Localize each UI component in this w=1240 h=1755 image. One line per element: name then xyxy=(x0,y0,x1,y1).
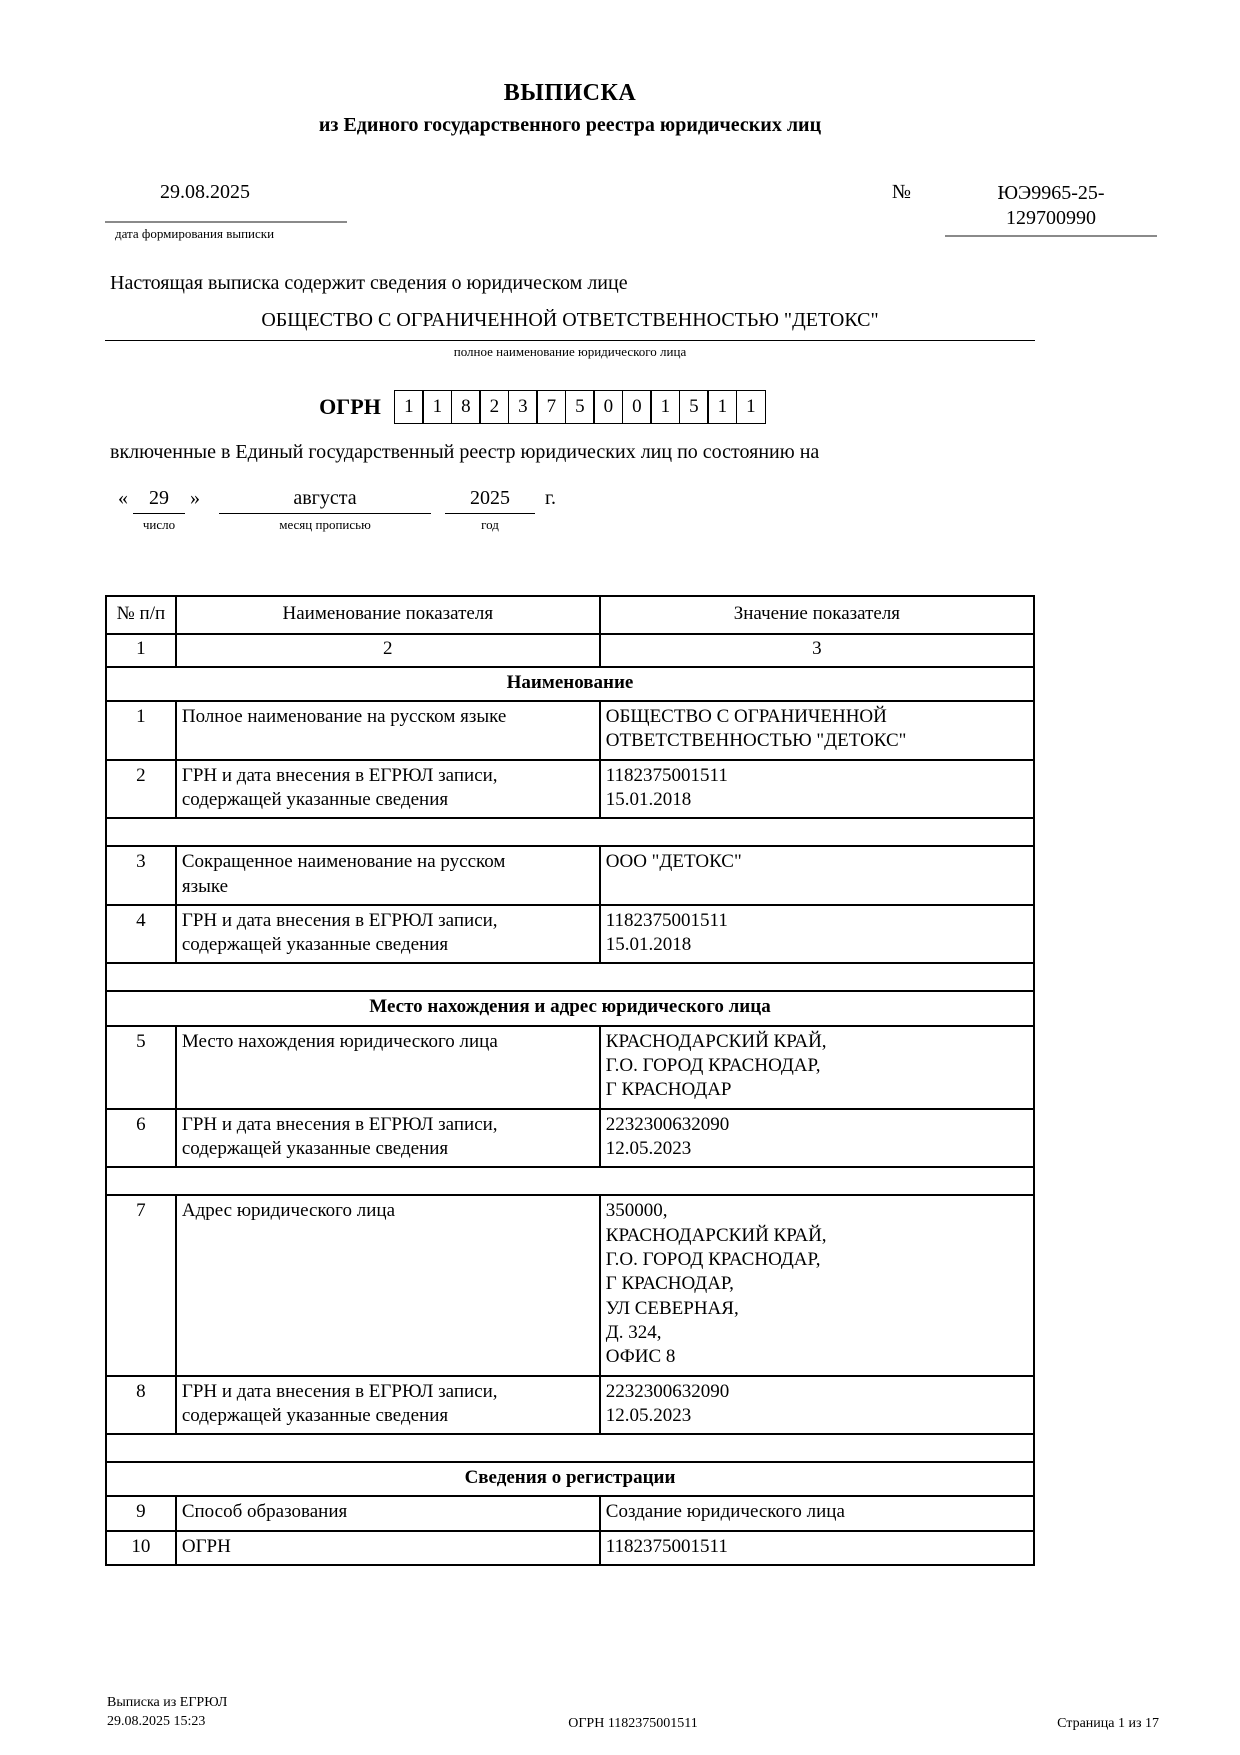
company-name-caption: полное наименование юридического лица xyxy=(453,344,687,359)
table-row xyxy=(106,1109,1034,1168)
spacer-cell xyxy=(106,1167,1034,1195)
page-footer xyxy=(107,1694,1159,1732)
ogrn-digit-box: 1 xyxy=(736,390,766,424)
month-caption: месяц прописью xyxy=(279,517,371,532)
column-number-3: 3 xyxy=(600,634,1034,666)
header-cell-indicator: Наименование показателя xyxy=(176,596,600,634)
extract-number-block xyxy=(892,181,1157,237)
row-number-cell: 3 xyxy=(106,846,176,905)
meta-row xyxy=(105,181,1157,242)
as-of-year: 2025 xyxy=(445,487,535,514)
ogrn-digit-box: 1 xyxy=(394,390,424,424)
footer-page-number: Страница 1 из 17 xyxy=(1057,1715,1159,1731)
indicator-name-cell: ГРН и дата внесения в ЕГРЮЛ записи, содержащей указанные сведения xyxy=(176,1109,600,1168)
table-row xyxy=(106,701,1034,760)
indicator-value-cell: КРАСНОДАРСКИЙ КРАЙ, Г.О. ГОРОД КРАСНОДАР, Г КРАСНОДАР xyxy=(600,1026,1034,1109)
table-row xyxy=(106,1026,1034,1109)
spacer-row xyxy=(106,1167,1034,1195)
indicator-name-cell: Полное наименование на русском языке xyxy=(176,701,600,760)
day-caption: число xyxy=(142,517,176,532)
formation-date: 29.08.2025 xyxy=(160,181,250,203)
row-number-cell: 4 xyxy=(106,905,176,964)
row-number-cell: 9 xyxy=(106,1496,176,1530)
year-caption: год xyxy=(481,517,499,532)
row-number-cell: 5 xyxy=(106,1026,176,1109)
quote-open: « xyxy=(118,487,128,509)
company-block xyxy=(105,309,1035,360)
ogrn-digit-box: 1 xyxy=(650,390,680,424)
ogrn-digit-box: 5 xyxy=(565,390,595,424)
ogrn-digit-box: 7 xyxy=(536,390,566,424)
indicator-value-cell: 350000, КРАСНОДАРСКИЙ КРАЙ, Г.О. ГОРОД КРАСНОДАР, Г КРАСНОДАР, УЛ СЕВЕРНАЯ, Д. 324, ОФИС 8 xyxy=(600,1195,1034,1375)
page-title: ВЫПИСКА xyxy=(503,80,637,106)
row-number-cell: 8 xyxy=(106,1376,176,1435)
footer-doc-type: Выписка из ЕГРЮЛ xyxy=(107,1695,228,1710)
ogrn-digit-box: 3 xyxy=(508,390,538,424)
ogrn-digit-box: 0 xyxy=(622,390,652,424)
spacer-cell xyxy=(106,818,1034,846)
extract-number-line1: ЮЭ9965-25- xyxy=(997,182,1105,204)
table-row xyxy=(106,1496,1034,1530)
ogrn-digit-box: 1 xyxy=(707,390,737,424)
indicator-name-cell: ГРН и дата внесения в ЕГРЮЛ записи, содержащей указанные сведения xyxy=(176,1376,600,1435)
indicator-value-cell: 1182375001511 15.01.2018 xyxy=(600,905,1034,964)
indicator-value-cell: 1182375001511 xyxy=(600,1531,1034,1565)
spacer-row xyxy=(106,963,1034,991)
page-subtitle: из Единого государственного реестра юридических лиц xyxy=(318,114,822,136)
spacer-row xyxy=(106,1434,1034,1462)
quote-close: » xyxy=(190,487,200,509)
ogrn-digit-boxes xyxy=(394,390,766,424)
ogrn-digit-box: 0 xyxy=(593,390,623,424)
spacer-row xyxy=(106,818,1034,846)
header-cell-num: № п/п xyxy=(106,596,176,634)
indicator-name-cell: Адрес юридического лица xyxy=(176,1195,600,1375)
indicator-name-cell: Способ образования xyxy=(176,1496,600,1530)
section-header-row xyxy=(106,991,1034,1025)
spacer-cell xyxy=(106,1434,1034,1462)
header-cell-value: Значение показателя xyxy=(600,596,1034,634)
indicator-value-cell: ООО "ДЕТОКС" xyxy=(600,846,1034,905)
year-suffix: г. xyxy=(545,487,556,509)
indicator-value-cell: 1182375001511 15.01.2018 xyxy=(600,760,1034,819)
table-row xyxy=(106,905,1034,964)
indicator-name-cell: Сокращенное наименование на русском языке xyxy=(176,846,600,905)
ogrn-digit-box: 5 xyxy=(679,390,709,424)
section-header-row xyxy=(106,1462,1034,1496)
table-row xyxy=(106,1195,1034,1375)
column-number-2: 2 xyxy=(176,634,600,666)
ogrn-label: ОГРН xyxy=(319,394,381,419)
section-header-row xyxy=(106,667,1034,701)
indicator-name-cell: ГРН и дата внесения в ЕГРЮЛ записи, содержащей указанные сведения xyxy=(176,760,600,819)
column-number-row xyxy=(106,634,1034,666)
section-title: Место нахождения и адрес юридического лица xyxy=(106,991,1034,1025)
included-text: включенные в Единый государственный реестр юридических лиц по состоянию на xyxy=(110,441,820,463)
ogrn-digit-box: 2 xyxy=(479,390,509,424)
row-number-cell: 1 xyxy=(106,701,176,760)
table-row xyxy=(106,1376,1034,1435)
section-title: Наименование xyxy=(106,667,1034,701)
ogrn-digit-box: 1 xyxy=(422,390,452,424)
as-of-day: 29 xyxy=(133,487,185,514)
extract-number-line2: 129700990 xyxy=(1006,207,1096,229)
row-number-cell: 6 xyxy=(106,1109,176,1168)
ogrn-digit-box: 8 xyxy=(451,390,481,424)
row-number-cell: 7 xyxy=(106,1195,176,1375)
row-number-cell: 2 xyxy=(106,760,176,819)
footer-ogrn: ОГРН 1182375001511 xyxy=(568,1715,698,1731)
table-row xyxy=(106,1531,1034,1565)
formation-date-caption: дата формирования выписки xyxy=(115,226,275,241)
as-of-date-row xyxy=(105,487,1035,533)
intro-text: Настоящая выписка содержит сведения о юридическом лице xyxy=(110,272,628,294)
number-sign: № xyxy=(891,181,911,203)
as-of-day-field xyxy=(133,487,185,533)
formation-date-block xyxy=(105,181,347,242)
as-of-month-field xyxy=(219,487,431,533)
table-row xyxy=(106,846,1034,905)
spacer-cell xyxy=(106,963,1034,991)
indicator-value-cell: Создание юридического лица xyxy=(600,1496,1034,1530)
as-of-year-field xyxy=(445,487,535,533)
indicator-name-cell: ОГРН xyxy=(176,1531,600,1565)
ogrn-row xyxy=(105,390,1035,424)
extract-number xyxy=(945,181,1157,237)
company-full-name: ОБЩЕСТВО С ОГРАНИЧЕННОЙ ОТВЕТСТВЕННОСТЬЮ "ДЕТОКС" xyxy=(105,309,1035,341)
footer-datetime: 29.08.2025 15:23 xyxy=(107,1713,206,1729)
section-title: Сведения о регистрации xyxy=(106,1462,1034,1496)
as-of-month: августа xyxy=(219,487,431,514)
indicator-name-cell: ГРН и дата внесения в ЕГРЮЛ записи, содержащей указанные сведения xyxy=(176,905,600,964)
indicator-value-cell: 2232300632090 12.05.2023 xyxy=(600,1376,1034,1435)
indicator-value-cell: 2232300632090 12.05.2023 xyxy=(600,1109,1034,1168)
indicator-name-cell: Место нахождения юридического лица xyxy=(176,1026,600,1109)
table-header-row xyxy=(106,596,1034,634)
details-table xyxy=(105,595,1035,1566)
table-row xyxy=(106,760,1034,819)
column-number-1: 1 xyxy=(106,634,176,666)
indicator-value-cell: ОБЩЕСТВО С ОГРАНИЧЕННОЙ ОТВЕТСТВЕННОСТЬЮ "ДЕТОКС" xyxy=(600,701,1034,760)
formation-date-underline xyxy=(105,221,347,223)
row-number-cell: 10 xyxy=(106,1531,176,1565)
